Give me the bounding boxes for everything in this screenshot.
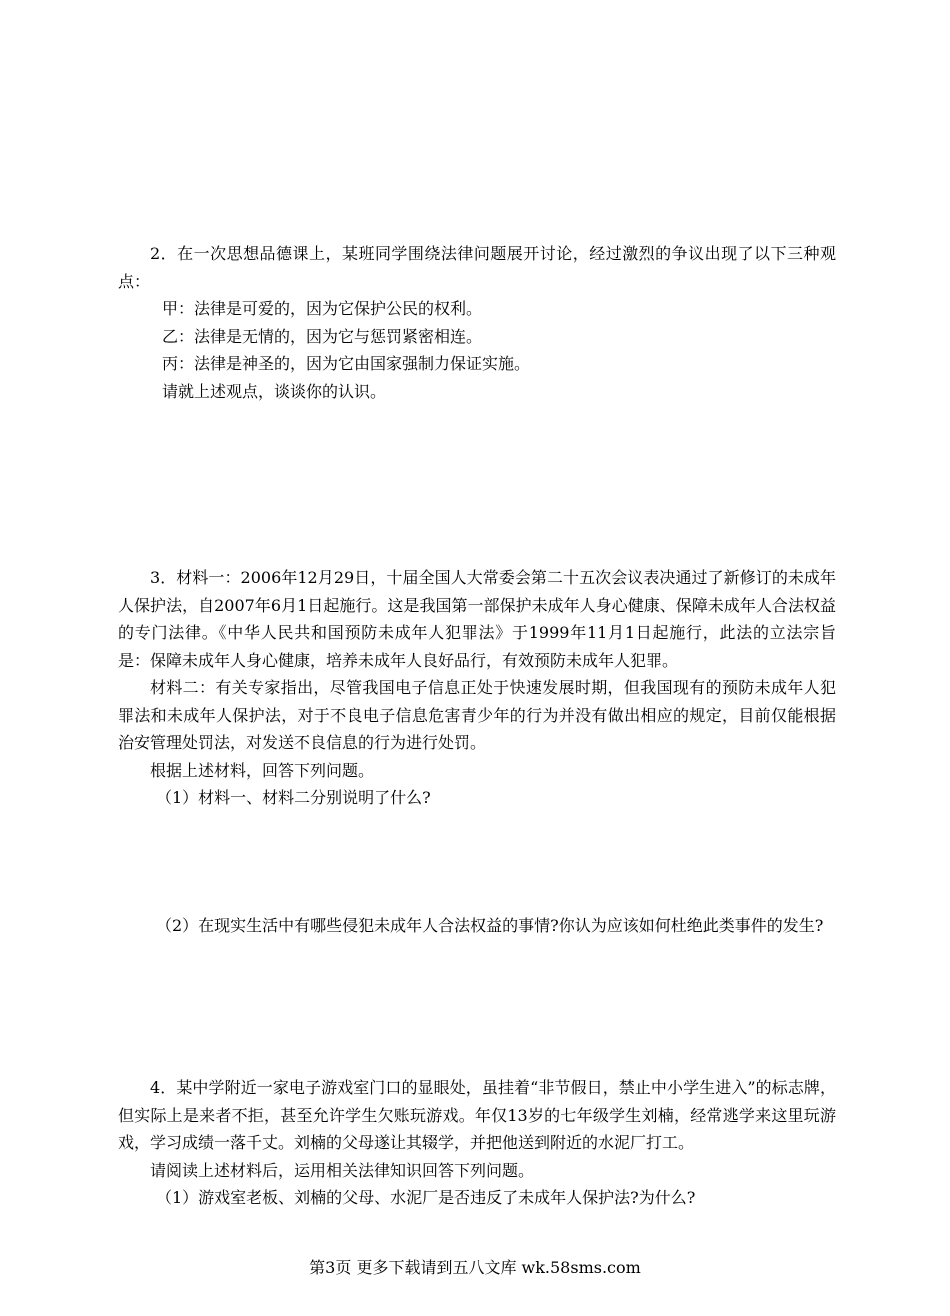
question-2-stem: 2．在一次思想品德课上，某班同学围绕法律问题展开讨论，经过激烈的争议出现了以下三种观点： <box>118 244 836 291</box>
question-3-material-2: 材料二：有关专家指出，尽管我国电子信息正处于快速发展时期，但我国现有的预防未成年人犯罪法和未成年人保护法，对于不良电子信息危害青少年的行为并没有做出相应的规定，目前仅能根据治安管理处罚法，对发送不良信息的行为进行处罚。 <box>118 678 836 752</box>
question-2-view-yi: 乙：法律是无情的，因为它与惩罚紧密相连。 <box>162 326 483 346</box>
question-2-view-bing: 丙：法律是神圣的，因为它由国家强制力保证实施。 <box>162 354 531 373</box>
question-2-view-jia: 甲：法律是可爱的，因为它保护公民的权利。 <box>162 299 483 318</box>
question-4-instruction: 请阅读上述材料后，运用相关法律知识回答下列问题。 <box>150 1160 535 1180</box>
question-3-material-1: 3．材料一：2006年12月29日，十届全国人大常委会第二十五次会议表决通过了新修订的未成年人保护法，自2007年6月1日起施行。这是我国第一部保护未成年人身心健康、保障未成年人合法权益的专门法律。《中华人民共和国预防未成年人犯罪法》于1999年11月1日起施行，此法的立法宗旨是：保障未成年人身心健康，培养未成年人良好品行，有效预防未成年人犯罪。 <box>118 568 836 670</box>
page-footer: 第3页 更多下载请到五八文库 wk.58sms.com <box>309 1258 641 1277</box>
question-4-subquestion-1: （1）游戏室老板、刘楠的父母、水泥厂是否违反了未成年人保护法?为什么? <box>156 1188 696 1207</box>
question-2-prompt: 请就上述观点，谈谈你的认识。 <box>162 381 387 401</box>
question-4-stem: 4．某中学附近一家电子游戏室门口的显眼处，虽挂着“非节假日，禁止中小学生进入”的标志牌，但实际上是来者不拒，甚至允许学生欠账玩游戏。年仅13岁的七年级学生刘楠，经常逃学来这里玩游戏，学习成绩一落千丈。刘楠的父母遂让其辍学，并把他送到附近的水泥厂打工。 <box>118 1078 836 1152</box>
question-4 <box>118 1074 836 1212</box>
question-3-subquestion-1: （1）材料一、材料二分别说明了什么? <box>156 788 431 807</box>
question-2 <box>118 240 836 405</box>
question-3-subquestion-2: （2）在现实生活中有哪些侵犯未成年人合法权益的事情?你认为应该如何杜绝此类事件的发生? <box>156 916 824 935</box>
question-3 <box>118 564 836 812</box>
question-3-instruction: 根据上述材料，回答下列问题。 <box>150 760 375 780</box>
question-3-part-2 <box>118 912 836 940</box>
